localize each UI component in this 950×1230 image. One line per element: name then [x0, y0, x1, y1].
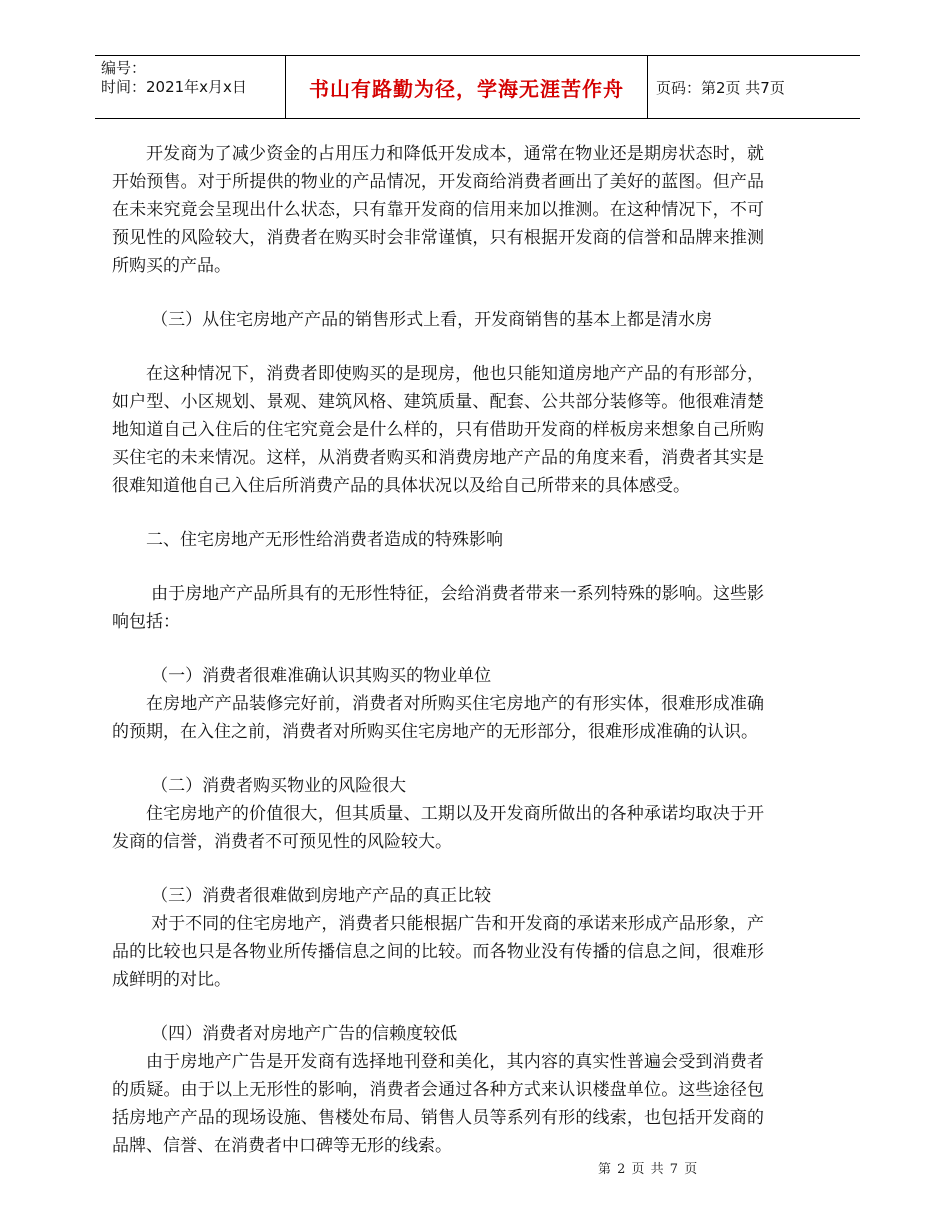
- paragraph: 由于房地产广告是开发商有选择地刊登和美化，其内容的真实性普遍会受到消费者的质疑。由于以上无形性的影响，消费者会通过各种方式来认识楼盘单位。这些途径包括房地产产品的现场设施、售楼处布局、销售人员等系列有形的线索，也包括开发商的品牌、信誉、在消费者中口碑等无形的线索。: [112, 1052, 764, 1156]
- chapter-heading: 二、住宅房地产无形性给消费者造成的特殊影响: [146, 530, 503, 550]
- document-number-label: 编号：: [101, 59, 147, 77]
- section-heading: （三）消费者很难做到房地产产品的真正比较: [151, 886, 492, 906]
- document-body: [112, 140, 764, 1160]
- paragraph: 住宅房地产的价值很大，但其质量、工期以及开发商所做出的各种承诺均取决于开发商的信誉，消费者不可预见性的风险较大。: [112, 804, 764, 852]
- paragraph: 对于不同的住宅房地产，消费者只能根据广告和开发商的承诺来形成产品形象，产品的比较也只是各物业所传播信息之间的比较。而各物业没有传播的信息之间，很难形成鲜明的对比。: [112, 914, 764, 990]
- section-heading: （四）消费者对房地产广告的信赖度较低: [151, 1024, 458, 1044]
- section-heading: （三）从住宅房地产产品的销售形式上看，开发商销售的基本上都是清水房: [151, 310, 713, 330]
- page-footer: 第 2 页 共 7 页: [598, 1162, 698, 1177]
- header-motto: 书山有路勤为径，学海无涯苦作舟: [285, 56, 648, 118]
- document-time: 时间：2021年x月x日: [101, 78, 247, 96]
- paragraph: 由于房地产产品所具有的无形性特征，会给消费者带来一系列特殊的影响。这些影响包括：: [112, 584, 764, 632]
- section-heading: （二）消费者购买物业的风险很大: [151, 776, 407, 796]
- paragraph: 开发商为了减少资金的占用压力和降低开发成本，通常在物业还是期房状态时，就开始预售。对于所提供的物业的产品情况，开发商给消费者画出了美好的蓝图。但产品在未来究竟会呈现出什么状态，只有靠开发商的信用来加以推测。在这种情况下，不可预见性的风险较大，消费者在购买时会非常谨慎，只有根据开发商的信誉和品牌来推测所购买的产品。: [112, 144, 764, 276]
- header-page-info: 页码：第2页 共7页: [656, 78, 785, 97]
- paragraph: 在这种情况下，消费者即使购买的是现房，他也只能知道房地产产品的有形部分，如户型、小区规划、景观、建筑风格、建筑质量、配套、公共部分装修等。他很难清楚地知道自己入住后的住宅究竟会是什么样的，只有借助开发商的样板房来想象自己所购买住宅的未来情况。这样，从消费者购买和消费房地产产品的角度来看，消费者其实是很难知道他自己入住后所消费产品的具体状况以及给自己所带来的具体感受。: [112, 364, 764, 496]
- header-meta: [95, 56, 285, 118]
- page-header: [95, 55, 860, 119]
- section-heading: （一）消费者很难准确认识其购买的物业单位: [151, 666, 492, 686]
- paragraph: 在房地产产品装修完好前，消费者对所购买住宅房地产的有形实体，很难形成准确的预期，在入住之前，消费者对所购买住宅房地产的无形部分，很难形成准确的认识。: [112, 694, 764, 742]
